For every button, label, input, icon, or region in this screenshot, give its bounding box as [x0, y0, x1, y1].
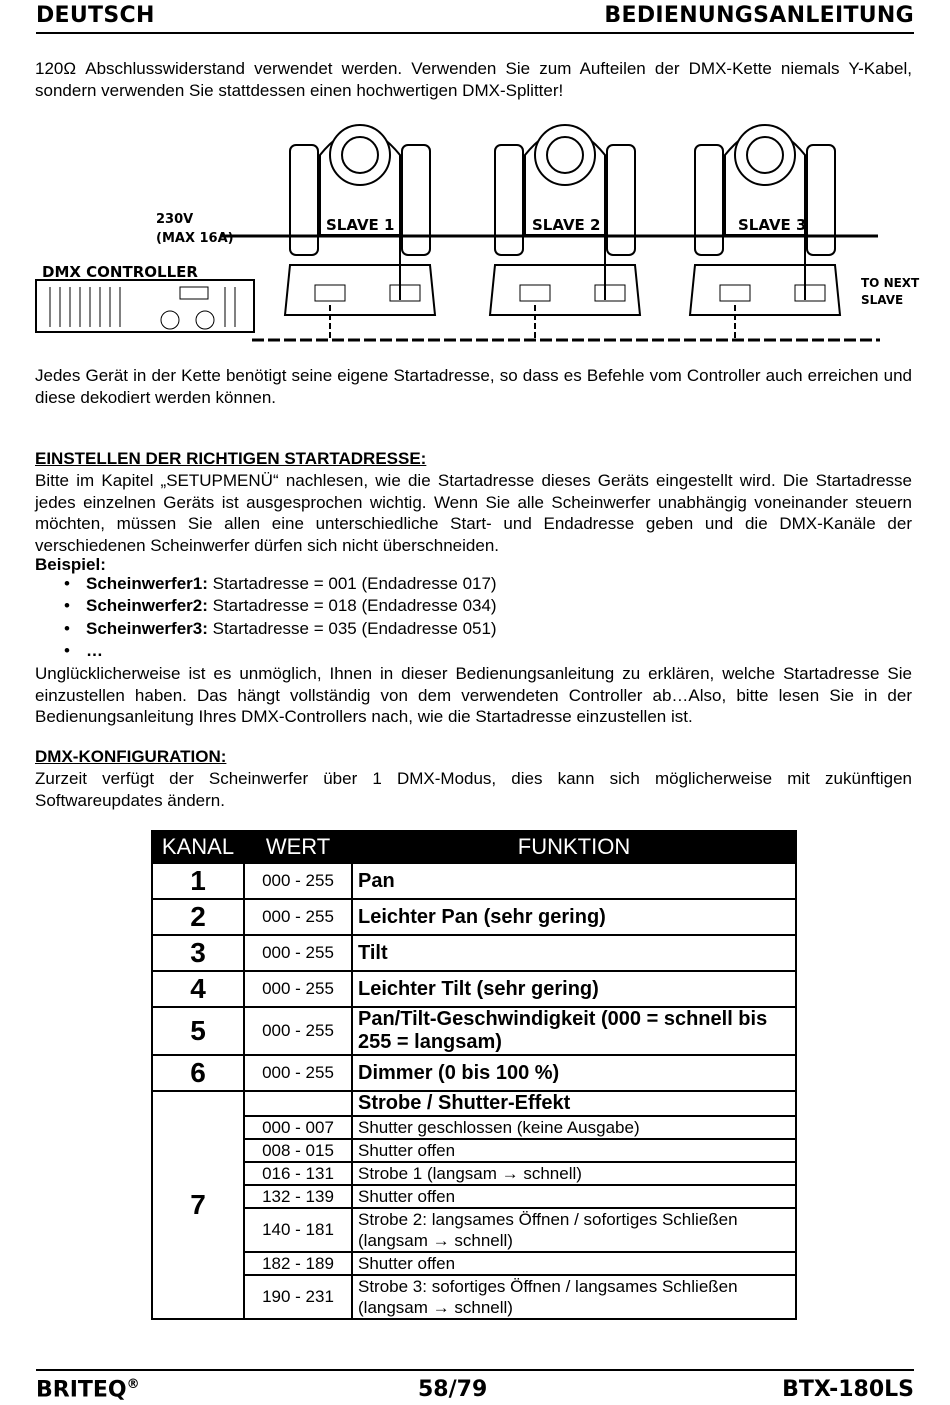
footer-brand: BRITEQ® [36, 1377, 140, 1403]
footer-model: BTX-180LS [782, 1377, 914, 1402]
slave-1-label: SLAVE 1 [326, 216, 395, 234]
table-row: 132 - 139 Shutter offen [152, 1185, 796, 1208]
dmx-config-paragraph: Zurzeit verfügt der Scheinwerfer über 1 DMX-Modus, dies kann sich möglicherweise mit zukünftigen Softwareupdates ändern. [35, 769, 912, 810]
section-heading-dmx-config: DMX-KONFIGURATION: [35, 747, 227, 766]
footer-page-number: 58/79 [418, 1377, 488, 1402]
power-label-2: (MAX 16A) [156, 231, 234, 246]
header-wert: WERT [244, 831, 352, 863]
startaddress-paragraph: Bitte im Kapitel „SETUPMENÜ“ nachlesen, wie die Startadresse dieses Geräts eingestellt wird. Die Startadresse jedes einzelnen Geräts ist ausgesprochen wichtig. Wenn Sie alle Scheinwerfer unabhängig voneinander steuern möchten, müssen Sie allen eine unterschiedliche Start- und Endadresse geben und die DMX-Kanäle der verschiedenen Scheinwerfer dürfen sich nicht überschneiden. [35, 471, 912, 555]
table-row [152, 1091, 796, 1116]
controller-label: DMX CONTROLLER [42, 263, 198, 281]
table-row: 140 - 181 Strobe 2: langsames Öffnen / sofortiges Schließen (langsam → schnell) [152, 1208, 796, 1252]
page-footer [36, 1369, 914, 1405]
table-row: 000 - 007 Shutter geschlossen (keine Ausgabe) [152, 1116, 796, 1139]
example-label: Beispiel: [35, 555, 106, 574]
startaddress-closing: Unglücklicherweise ist es unmöglich, Ihnen in dieser Bedienungsanleitung zu erklären, welche Startadresse Sie einzustellen haben. Das hängt vollständig von dem verwendeten Controller ab…Also, bitte lesen Sie in der Bedienungsanleitung Ihres DMX-Controllers nach, wie die Startadresse einzustellen ist. [35, 664, 912, 726]
header-language: DEUTSCH [36, 3, 155, 28]
list-item: • Scheinwerfer3: Startadresse = 035 (Endadresse 051) [64, 618, 497, 640]
list-item: • … [64, 640, 497, 662]
table-row: 4 000 - 255 Leichter Tilt (sehr gering) [152, 971, 796, 1007]
chain-paragraph: Jedes Gerät in der Kette benötigt seine eigene Startadresse, so dass es Befehle vom Controller auch erreichen und diese dekodiert werden können. [35, 366, 912, 407]
table-header-row [152, 831, 796, 863]
next-label-1: TO NEXT [861, 276, 920, 290]
dmx-channel-table [151, 830, 797, 1320]
section-heading-startaddress: EINSTELLEN DER RICHTIGEN STARTADRESSE: [35, 449, 427, 468]
channel-7-title: Strobe / Shutter-Effekt [352, 1091, 796, 1116]
list-item: • Scheinwerfer1: Startadresse = 001 (Endadresse 017) [64, 573, 497, 595]
dmx-controller-device [36, 280, 254, 332]
slave-3-label: SLAVE 3 [738, 216, 807, 234]
power-label-1: 230V [156, 212, 194, 227]
page-header [36, 0, 914, 34]
header-title: BEDIENUNGSANLEITUNG [604, 3, 914, 28]
dmx-chain-diagram [30, 115, 920, 350]
table-row: 1 000 - 255 Pan [152, 863, 796, 899]
header-funktion: FUNKTION [352, 831, 796, 863]
slave-2-label: SLAVE 2 [532, 216, 601, 234]
table-row: 008 - 015 Shutter offen [152, 1139, 796, 1162]
table-row: 6 000 - 255 Dimmer (0 bis 100 %) [152, 1055, 796, 1091]
table-row: 190 - 231 Strobe 3: sofortiges Öffnen / langsames Schließen (langsam → schnell) [152, 1275, 796, 1319]
table-row: 3 000 - 255 Tilt [152, 935, 796, 971]
table-row: 016 - 131 Strobe 1 (langsam → schnell) [152, 1162, 796, 1185]
table-row: 182 - 189 Shutter offen [152, 1252, 796, 1275]
list-item: • Scheinwerfer2: Startadresse = 018 (Endadresse 034) [64, 595, 497, 617]
table-row: 5 000 - 255 Pan/Tilt-Geschwindigkeit (000 = schnell bis 255 = langsam) [152, 1007, 796, 1055]
table-row: 2 000 - 255 Leichter Pan (sehr gering) [152, 899, 796, 935]
intro-paragraph: 120Ω Abschlusswiderstand verwendet werden. Verwenden Sie zum Aufteilen der DMX-Kette niemals Y-Kabel, sondern verwenden Sie stattdessen einen hochwertigen DMX-Splitter! [35, 59, 912, 100]
header-kanal: KANAL [152, 831, 244, 863]
example-list [64, 573, 497, 662]
next-label-2: SLAVE [861, 293, 904, 307]
channel-7-number: 7 [152, 1091, 244, 1319]
